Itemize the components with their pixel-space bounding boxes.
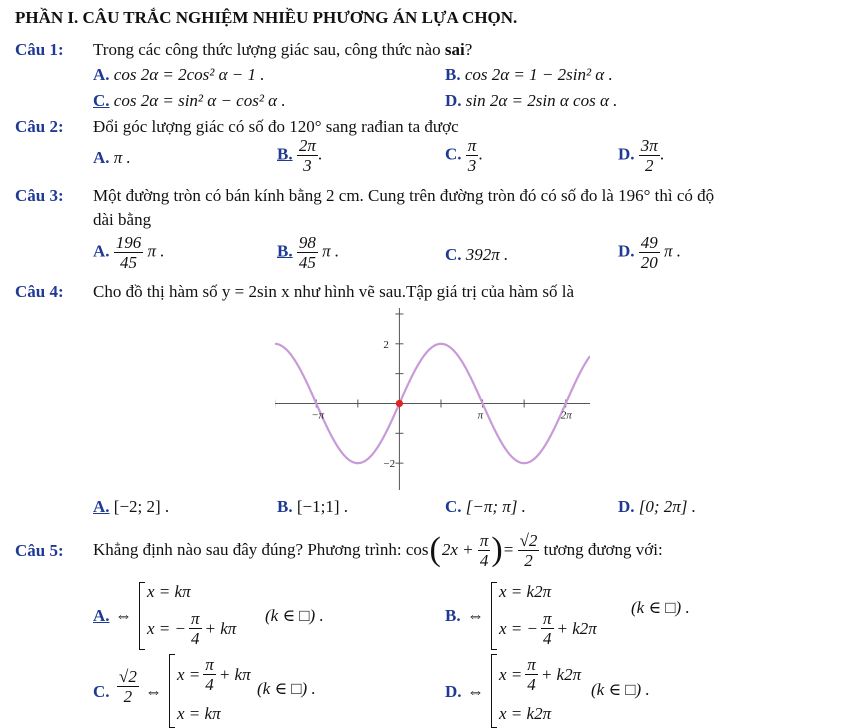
q5-label: Câu 5:: [15, 541, 64, 560]
q1-option-a[interactable]: A. cos 2α = 2cos² α − 1 .: [93, 65, 265, 84]
q4-stem: Cho đồ thị hàm số y = 2sin x như hình vẽ sau.Tập giá trị của hàm số là: [93, 282, 575, 301]
q3-option-c[interactable]: C. 392π .: [445, 245, 509, 264]
q4-option-c[interactable]: C. [−π; π] .: [445, 497, 526, 516]
x-tick-label: −π: [311, 409, 325, 422]
q5-option-b[interactable]: B. ⇔ x = k2π x = − $\frac{\pi}{4}$ + k2π (k ∈ □) .: [445, 582, 690, 648]
q2-option-b[interactable]: B. $\frac{2\pi}{3}$ .: [277, 136, 323, 175]
origin-point: [396, 400, 403, 407]
q1-stem: Trong các công thức lượng giác sau, công thức nào sai?: [93, 40, 473, 59]
q5-option-d[interactable]: D. ⇔ x = $\frac{\pi}{4}$ + k2π x = k2π (k ∈ □) .: [445, 652, 745, 726]
q1-stem-bold: sai: [444, 40, 465, 59]
x-tick-label: 2π: [560, 409, 572, 422]
q3-option-b[interactable]: B. $\frac{98}{45}$ π .: [277, 233, 340, 272]
section-title: PHẦN I. CÂU TRẮC NGHIỆM NHIỀU PHƯƠNG ÁN LỰA CHỌN.: [15, 8, 518, 27]
q1-label: Câu 1:: [15, 40, 64, 59]
q4-option-d[interactable]: D. [0; 2π] .: [618, 497, 696, 516]
q3-stem-line2: dài bằng: [93, 210, 152, 229]
q1-option-b[interactable]: B. cos 2α = 1 − 2sin² α .: [445, 65, 613, 84]
q4-option-a[interactable]: A. [−2; 2] .: [93, 497, 170, 516]
q2-option-c[interactable]: C. $\frac{\pi}{3}$ .: [445, 136, 483, 175]
x-tick-label: π: [477, 409, 484, 422]
q4-label: Câu 4:: [15, 282, 64, 301]
q3-option-a[interactable]: A. $\frac{196}{45}$ π .: [93, 233, 165, 272]
q5-stem: Khẳng định nào sau đây đúng? Phương trình: cos ( 2x + $\frac{\pi}{4}$ ) = $\frac{√2}{2}$ tương đương với:: [93, 530, 663, 570]
q2-label: Câu 2:: [15, 117, 64, 136]
q4-option-b[interactable]: B. [−1;1] .: [277, 497, 348, 516]
q2-stem: Đổi góc lượng giác có số đo 120° sang rađian ta được: [93, 117, 459, 136]
q1-option-d[interactable]: D. sin 2α = 2sin α cos α .: [445, 91, 618, 110]
q3-label: Câu 3:: [15, 186, 64, 205]
sine-graph: [275, 308, 590, 490]
q5-option-c[interactable]: C. $\frac{√2}{2}$ ⇔ x = $\frac{\pi}{4}$ + kπ x = kπ (k ∈ □) .: [93, 652, 393, 726]
y-tick-label: 2: [383, 338, 389, 351]
q2-option-a[interactable]: A. π .: [93, 148, 131, 167]
q3-option-d[interactable]: D. $\frac{49}{20}$ π .: [618, 233, 682, 272]
q3-stem-line1: Một đường tròn có bán kính bằng 2 cm. Cung trên đường tròn đó có số đo là 196° thì có độ: [93, 186, 715, 205]
q1-option-c[interactable]: C. cos 2α = sin² α − cos² α .: [93, 91, 286, 110]
q2-option-d[interactable]: D. $\frac{3\pi}{2}$ .: [618, 136, 665, 175]
q5-option-a[interactable]: A. ⇔ x = kπ x = − $\frac{\pi}{4}$ + kπ (k ∈ □) .: [93, 582, 324, 648]
y-tick-label: −2: [383, 458, 396, 471]
